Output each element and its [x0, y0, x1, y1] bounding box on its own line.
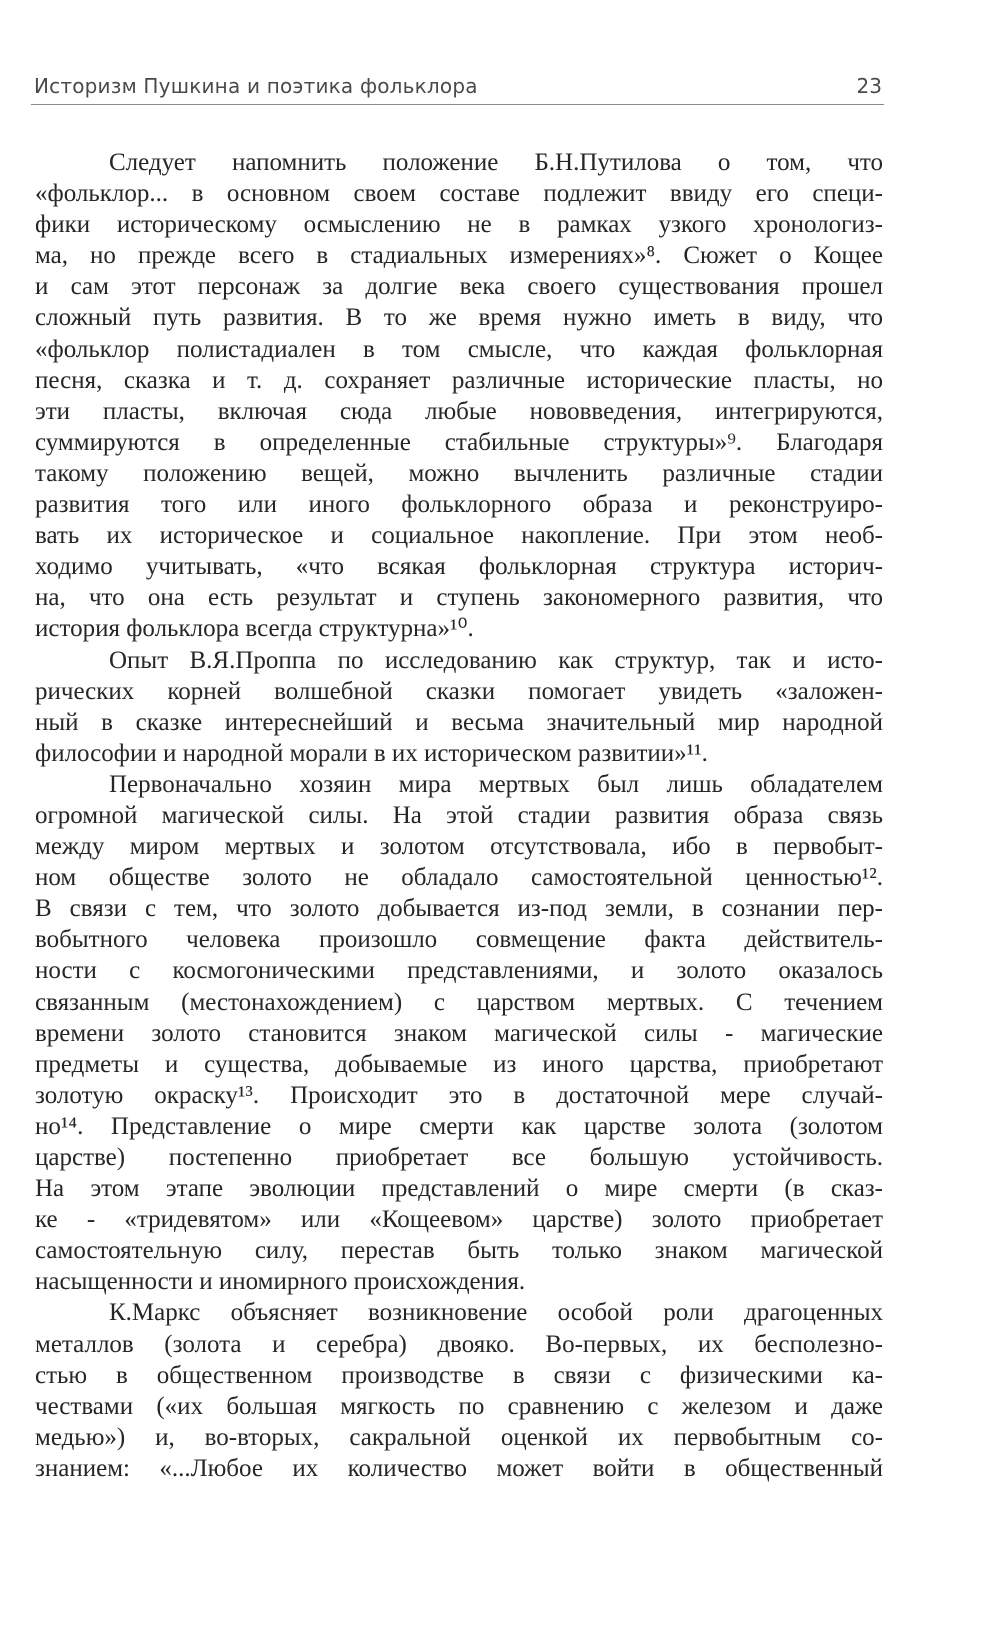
text-line: стью в общественном производстве в связи с физическими ка- [35, 1361, 883, 1389]
text-line: на, что она есть результат и ступень закономерного развития, что [35, 584, 883, 612]
text-line: и сам этот персонаж за долгие века своего существования прошел [35, 273, 883, 301]
text-line: ходимо учитывать, «что всякая фольклорная структура историч- [35, 553, 883, 581]
text-line: рических корней волшебной сказки помогает увидеть «заложен- [35, 677, 883, 705]
text-line: сложный путь развития. В то же время нужно иметь в виду, что [35, 304, 883, 332]
running-header [31, 68, 884, 105]
text-line: ном обществе золото не обладало самостоятельной ценностью¹². [35, 864, 883, 892]
text-line: самостоятельную силу, перестав быть только знаком магической [35, 1237, 883, 1265]
text-line: К.Маркс объясняет возникновение особой роли драгоценных [109, 1299, 883, 1327]
text-line: такому положению вещей, можно вычленить различные стадии [35, 459, 883, 487]
text-line: фики историческому осмыслению не в рамках узкого хронологиз- [35, 211, 883, 239]
text-line: «фольклор... в основном своем составе подлежит ввиду его специ- [35, 180, 883, 208]
text-line: вать их историческое и социальное накопление. При этом необ- [35, 522, 883, 550]
text-line: В связи с тем, что золото добывается из-под земли, в сознании пер- [35, 895, 883, 923]
text-line: предметы и существа, добываемые из иного царства, приобретают [35, 1050, 883, 1078]
text-line: Следует напомнить положение Б.Н.Путилова о том, что [109, 149, 883, 176]
text-line: песня, сказка и т. д. сохраняет различные исторические пласты, но [35, 366, 883, 394]
running-title: Историзм Пушкина и поэтика фольклора [34, 74, 478, 98]
text-line: развития того или иного фольклорного образа и реконструиро- [35, 491, 883, 519]
text-line: насыщенности и иномирного происхождения. [35, 1268, 526, 1296]
text-line: ке - «тридевятом» или «Кощеевом» царстве) золото приобретает [35, 1206, 883, 1234]
text-line: золотую окраску¹³. Происходит это в достаточной мере случай- [35, 1081, 883, 1109]
text-line: ма, но прежде всего в стадиальных измерениях»⁸. Сюжет о Кощее [35, 242, 883, 270]
body-text [35, 147, 883, 1484]
text-line: чествами («их большая мягкость по сравнению с железом и даже [35, 1392, 883, 1420]
text-line: ный в сказке интереснейший и весьма значительный мир народной [35, 708, 883, 736]
text-line: философии и народной морали в их историческом развитии»¹¹. [35, 739, 708, 767]
text-line: но¹⁴. Представление о мире смерти как царстве золота (золотом [35, 1112, 883, 1140]
text-line: медью») и, во-вторых, сакральной оценкой их первобытным со- [35, 1423, 883, 1451]
text-line: Первоначально хозяин мира мертвых был лишь обладателем [109, 770, 883, 798]
text-line: между миром мертвых и золотом отсутствовала, ибо в первобыт- [35, 833, 883, 861]
text-line: «фольклор полистадиален в том смысле, что каждая фольклорная [35, 335, 883, 363]
text-line: эти пласты, включая сюда любые нововведения, интегрируются, [35, 397, 883, 425]
text-line: ности с космогоническими представлениями, и золото оказалось [35, 957, 883, 985]
text-line: Опыт В.Я.Проппа по исследованию как структур, так и исто- [109, 646, 883, 674]
text-line: металлов (золота и серебра) двояко. Во-первых, их бесполезно- [35, 1330, 883, 1358]
page-number: 23 [856, 74, 882, 98]
text-line: история фольклора всегда структурна»¹⁰. [35, 615, 474, 643]
text-line: связанным (местонахождением) с царством мертвых. С течением [35, 988, 883, 1016]
text-line: огромной магической силы. На этой стадии развития образа связь [35, 801, 883, 829]
text-line: царстве) постепенно приобретает все большую устойчивость. [35, 1144, 883, 1171]
text-line: вобытного человека произошло совмещение факта действитель- [35, 926, 883, 954]
text-line: суммируются в определенные стабильные структуры»⁹. Благодаря [35, 428, 883, 456]
text-line: знанием: «...Любое их количество может войти в общественный [35, 1454, 883, 1482]
text-line: времени золото становится знаком магической силы - магические [35, 1019, 883, 1047]
text-line: На этом этапе эволюции представлений о мире смерти (в сказ- [35, 1175, 883, 1203]
